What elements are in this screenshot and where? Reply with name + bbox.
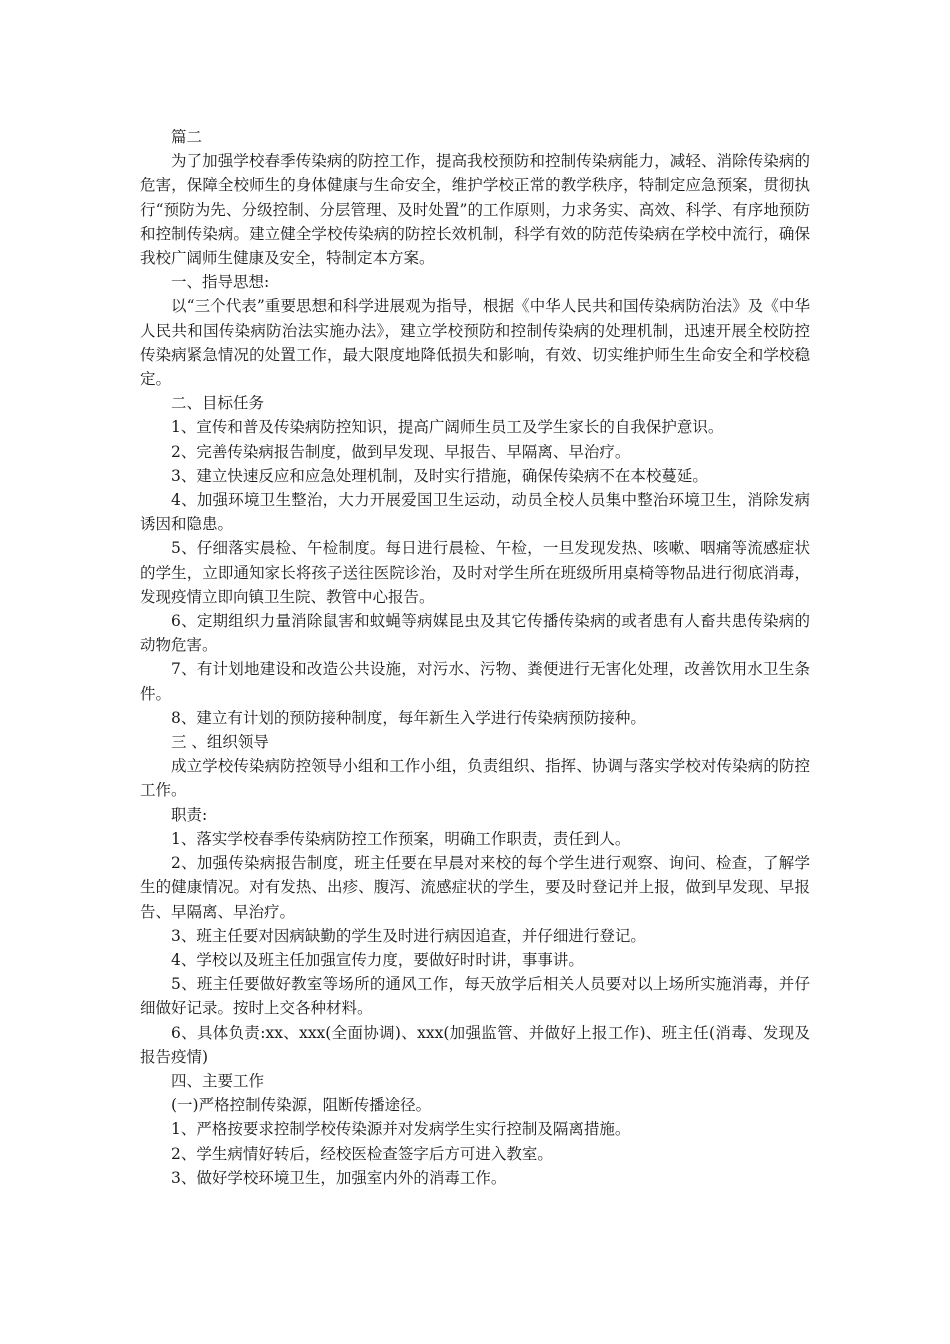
intro-paragraph: 为了加强学校春季传染病的防控工作，提高我校预防和控制传染病能力，减轻、消除传染病的危害，保障全校师生的身体健康与生命安全，维护学校正常的教学秩序，特制定应急预案，贯彻执行“预防为先、分级控制、分层管理、及时处置”的工作原则，力求务实、高效、科学、有序地预防和控制传染病。建立健全学校传染病的防控长效机制，科学有效的防范传染病在学校中流行，确保我校广阔师生健康及安全，特制定本方案。	[140, 152, 810, 268]
heading-duties: 职责:	[171, 805, 208, 824]
goal-item-4: 4、加强环境卫生整治，大力开展爱国卫生运动，动员全校人员集中整治环境卫生，消除发病诱因和隐患。	[140, 491, 810, 534]
goal-item-7: 7、有计划地建设和改造公共设施，对污水、污物、粪便进行无害化处理，改善饮用水卫生条件。	[140, 660, 810, 703]
document-body	[140, 125, 810, 1190]
work-item-1: 1、严格按要求控制学校传染源并对发病学生实行控制及隔离措施。	[171, 1120, 631, 1139]
goal-item-6: 6、定期组织力量消除鼠害和蚊蝇等病媒昆虫及其它传播传染病的或者患有人畜共患传染病的动物危害。	[140, 612, 810, 655]
duty-item-6: 6、具体负责:xx、xxx(全面协调)、xxx(加强监管、并做好上报工作)、班主任(消毒、发现及报告疫情)	[140, 1023, 810, 1066]
work-item-2: 2、学生病情好转后，经校医检查签字后方可进入教室。	[171, 1144, 553, 1163]
subheading-control-source: (一)严格控制传染源，阻断传播途径。	[171, 1096, 432, 1115]
heading-main-work: 四、主要工作	[171, 1071, 265, 1090]
heading-organization: 三 、组织领导	[171, 733, 269, 752]
heading-goals: 二、目标任务	[171, 394, 265, 413]
duty-item-1: 1、落实学校春季传染病防控工作预案，明确工作职责，责任到人。	[171, 829, 631, 848]
duty-item-2: 2、加强传染病报告制度，班主任要在早晨对来校的每个学生进行观察、询问、检查，了解学生的健康情况。对有发热、出疹、腹泻、流感症状的学生，要及时登记并上报，做到早发现、早报告、早隔离、早治疗。	[140, 854, 810, 921]
duty-item-4: 4、学校以及班主任加强宣传力度，要做好时时讲，事事讲。	[171, 950, 584, 969]
section-label: 篇二	[171, 128, 203, 146]
goal-item-8: 8、建立有计划的预防接种制度，每年新生入学进行传染病预防接种。	[171, 708, 646, 727]
guiding-ideology-paragraph: 以“三个代表”重要思想和科学进展观为指导，根据《中华人民共和国传染病防治法》及《中华人民共和国传染病防治法实施办法》，建立学校预防和控制传染病的处理机制，迅速开展全校防控传染病紧急情况的处置工作，最大限度地降低损失和影响，有效、切实维护师生生命安全和学校稳定。	[140, 297, 810, 389]
goal-item-3: 3、建立快速反应和应急处理机制，及时实行措施，确保传染病不在本校蔓延。	[171, 466, 708, 485]
duty-item-5: 5、班主任要做好教室等场所的通风工作，每天放学后相关人员要对以上场所实施消毒，并仔细做好记录。按时上交各种材料。	[140, 975, 810, 1018]
goal-item-2: 2、完善传染病报告制度，做到早发现、早报告、早隔离、早治疗。	[171, 442, 631, 461]
goal-item-1: 1、宣传和普及传染病防控知识，提高广阔师生员工及学生家长的自我保护意识。	[171, 418, 724, 437]
goal-item-5: 5、仔细落实晨检、午检制度。每日进行晨检、午检，一旦发现发热、咳嗽、咽痛等流感症状的学生，立即通知家长将孩子送往医院诊治，及时对学生所在班级所用桌椅等物品进行彻底消毒，发现疫情立即向镇卫生院、教管中心报告。	[140, 539, 810, 606]
work-item-3: 3、做好学校环境卫生，加强室内外的消毒工作。	[171, 1168, 507, 1187]
organization-paragraph: 成立学校传染病防控领导小组和工作小组，负责组织、指挥、协调与落实学校对传染病的防控工作。	[140, 757, 810, 800]
duty-item-3: 3、班主任要对因病缺勤的学生及时进行病因追查，并仔细进行登记。	[171, 926, 646, 945]
heading-guiding-ideology: 一、指导思想:	[171, 273, 270, 292]
